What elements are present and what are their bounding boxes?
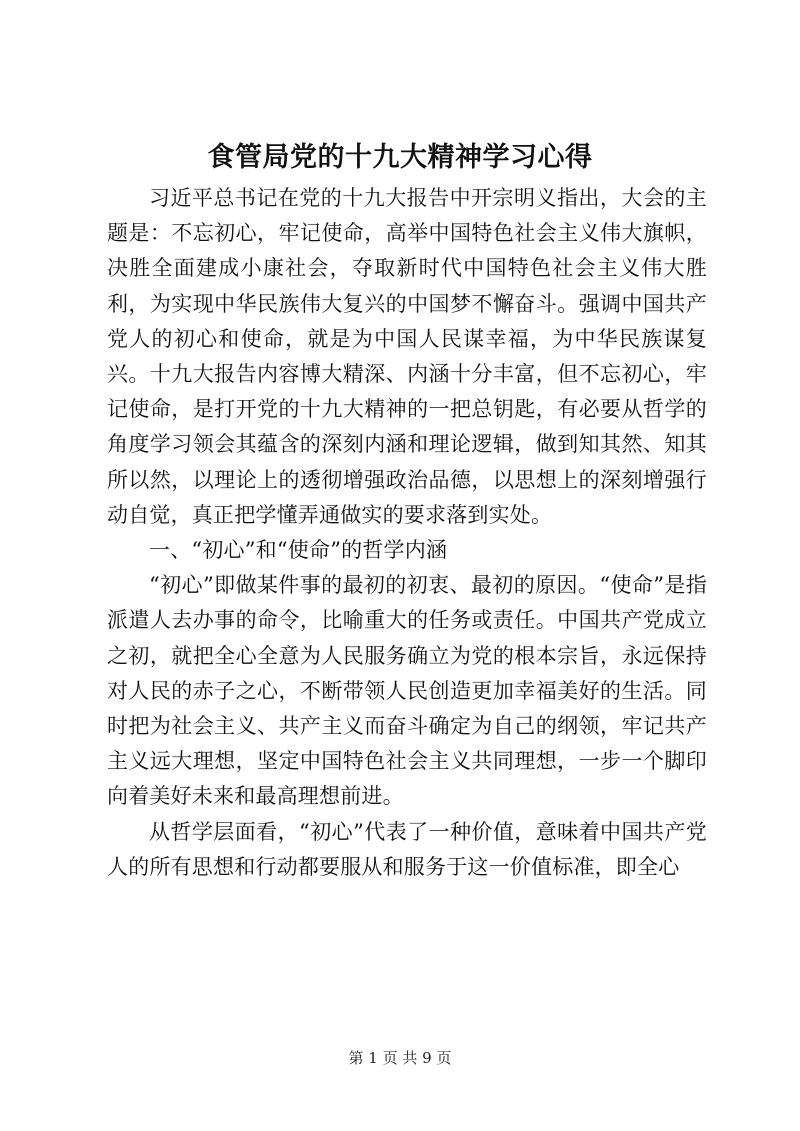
section-heading: 一、“初心”和“使命”的哲学内涵 <box>149 538 448 563</box>
paragraph-philosophy: 从哲学层面看，“初心”代表了一种价值，意味着中国共产党人的所有思想和行动都要服从和服务于这一价值标准，即全心 <box>107 819 707 879</box>
paragraph-definition: “初心”即做某件事的最初的初衷、最初的原因。“使命”是指派遣人去办事的命令，比喻重大的任务或责任。中国共产党成立之初，就把全心全意为人民服务确立为党的根本宗旨，永远保持对人民的赤子之心，不断带领人民创造更加幸福美好的生活。同时把为社会主义、共产主义而奋斗确定为自己的纲领，牢记共产主义远大理想，坚定中国特色社会主义共同理想，一步一个脚印向着美好未来和最高理想前进。 <box>107 573 707 809</box>
paragraph-intro: 习近平总书记在党的十九大报告中开宗明义指出，大会的主题是：不忘初心，牢记使命，高举中国特色社会主义伟大旗帜，决胜全面建成小康社会，夺取新时代中国特色社会主义伟大胜利，为实现中华民族伟大复兴的中国梦不懈奋斗。强调中国共产党人的初心和使命，就是为中国人民谋幸福，为中华民族谋复兴。十九大报告内容博大精深、内涵十分丰富，但不忘初心，牢记使命，是打开党的十九大精神的一把总钥匙，有必要从哲学的角度学习领会其蕴含的深刻内涵和理论逻辑，做到知其然、知其所以然，以理论上的透彻增强政治品德，以思想上的深刻增强行动自觉，真正把学懂弄通做实的要求落到实处。 <box>107 186 707 527</box>
document-body <box>107 181 707 885</box>
page-footer: 第 1 页 共 9 页 <box>348 1049 452 1067</box>
document-title: 食管局党的十九大精神学习心得 <box>207 142 593 173</box>
